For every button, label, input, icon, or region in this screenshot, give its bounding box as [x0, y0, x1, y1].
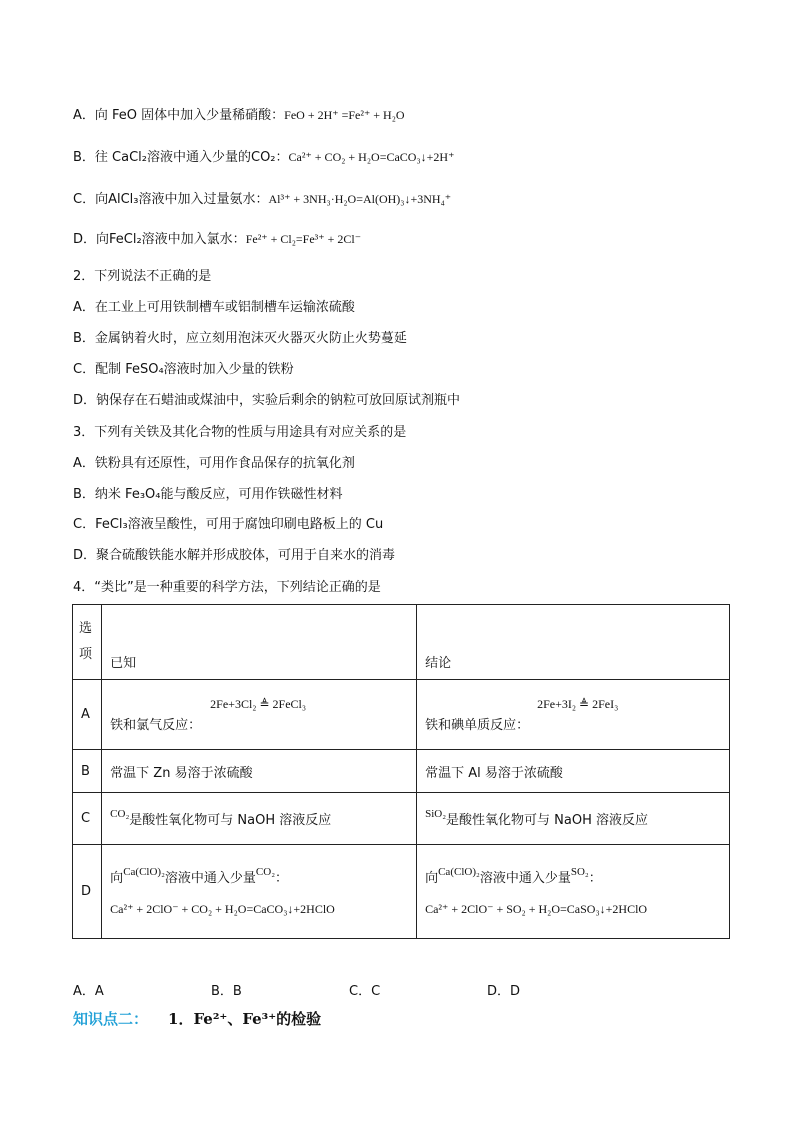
- row-c-conclusion-formula: SiO₂: [425, 808, 447, 820]
- q3-option-c: C．FeCl₃溶液呈酸性，可用于腐蚀印刷电路板上的 Cu: [73, 517, 384, 532]
- header-conclusion-label: 结论: [425, 656, 452, 671]
- table-row: [73, 793, 730, 845]
- knowledge-point-heading: [73, 1008, 321, 1029]
- table-row: [73, 750, 730, 793]
- choice-a: A．A: [73, 984, 104, 999]
- row-d-known-pre: 向: [110, 870, 124, 886]
- table-row: [73, 845, 730, 939]
- q2-option-a: A．在工业上可用铁制槽车或铝制槽车运输浓硫酸: [73, 300, 355, 315]
- row-c-known-formula: CO₂: [110, 808, 130, 820]
- colon: ：: [588, 870, 602, 886]
- q1-option-b: [73, 148, 454, 167]
- q1-option-c-text: C．向AlCl₃溶液中加入过量氨水：: [73, 192, 269, 207]
- q1-option-c-equation: Al³⁺ + 3NH₃·H₂O=Al(OH)₃↓+3NH₄⁺: [268, 192, 452, 206]
- header-known: [102, 605, 417, 680]
- row-a-option: A: [73, 680, 102, 750]
- q1-option-c: [73, 190, 451, 209]
- choice-c: C．C: [349, 984, 381, 999]
- q4-stem: 4．“类比”是一种重要的科学方法，下列结论正确的是: [73, 580, 381, 595]
- q1-option-d-text: D．向FeCl₂溶液中加入氯水：: [73, 232, 246, 247]
- row-c-conclusion-text: 是酸性氧化物可与 NaOH 溶液反应: [446, 813, 648, 828]
- choice-d: D．D: [487, 984, 521, 999]
- q1-option-a: [73, 106, 405, 125]
- row-a-known-text: 铁和氯气反应：: [110, 717, 202, 733]
- choice-b: B．B: [211, 984, 242, 999]
- q2-option-c: C．配制 FeSO₄溶液时加入少量的铁粉: [73, 362, 294, 377]
- row-d-conclusion-gas: SO₂: [570, 865, 589, 878]
- q4-table: [72, 604, 730, 939]
- q1-option-b-text: B．往 CaCl₂溶液中通入少量的CO₂：: [73, 150, 289, 165]
- q2-option-d: D．钠保存在石蜡油或煤油中，实验后剩余的钠粒可放回原试剂瓶中: [73, 393, 461, 408]
- row-d-known-equation: Ca²⁺ + 2ClO⁻ + CO₂ + H₂O=CaCO₃↓+2HClO: [110, 901, 335, 916]
- header-conclusion: [417, 605, 730, 680]
- row-a-conclusion-text: 铁和碘单质反应：: [425, 717, 530, 733]
- row-a-known: [102, 680, 417, 750]
- q1-option-d: [73, 230, 361, 249]
- row-d-conclusion-equation: Ca²⁺ + 2ClO⁻ + SO₂ + H₂O=CaSO₃↓+2HClO: [425, 901, 648, 916]
- q4-choices: [73, 980, 625, 999]
- row-a-conclusion: [417, 680, 730, 750]
- row-d-known: [102, 845, 417, 939]
- q3-option-a: A．铁粉具有还原性，可用作食品保存的抗氧化剂: [73, 456, 355, 471]
- row-b-known: 常温下 Zn 易溶于浓硫酸: [102, 750, 417, 793]
- q3-option-b: B．纳米 Fe₃O₄能与酸反应，可用作铁磁性材料: [73, 487, 343, 502]
- q2-stem: 2．下列说法不正确的是: [73, 269, 212, 284]
- row-c-option: C: [73, 793, 102, 845]
- table-row: [73, 680, 730, 750]
- row-d-conclusion-formula: Ca(ClO)₂: [438, 865, 480, 878]
- row-c-known-text: 是酸性氧化物可与 NaOH 溶液反应: [129, 813, 332, 828]
- row-a-conclusion-equation: 2Fe+3I₂ ≜ 2FeI₃: [537, 696, 619, 711]
- row-c-known: [102, 793, 417, 845]
- q3-option-d: D．聚合硫酸铁能水解并形成胶体，可用于自来水的消毒: [73, 548, 396, 563]
- row-d-conclusion-mid: 溶液中通入少量: [479, 870, 571, 886]
- row-c-conclusion: [417, 793, 730, 845]
- row-a-known-equation: 2Fe+3Cl₂ ≜ 2FeCl₃: [210, 696, 307, 711]
- header-option: 选项: [73, 605, 102, 680]
- row-d-known-gas: CO₂: [255, 865, 276, 878]
- row-d-known-formula: Ca(ClO)₂: [123, 865, 165, 878]
- row-b-conclusion: 常温下 Al 易溶于浓硫酸: [417, 750, 730, 793]
- q1-option-a-text: A．向 FeO 固体中加入少量稀硝酸：: [73, 108, 285, 123]
- table-header-row: [73, 605, 730, 680]
- row-b-option: B: [73, 750, 102, 793]
- row-d-conclusion-pre: 向: [425, 870, 439, 886]
- q1-option-b-equation: Ca²⁺ + CO₂ + H₂O=CaCO₃↓+2H⁺: [288, 150, 455, 164]
- knowledge-point-label: 知识点二：: [73, 1010, 149, 1028]
- knowledge-point-topic: 1．Fe²⁺、Fe³⁺的检验: [168, 1010, 322, 1028]
- q1-option-d-equation: Fe²⁺ + Cl₂=Fe³⁺ + 2Cl⁻: [245, 232, 362, 246]
- q1-option-a-equation: FeO + 2H⁺ =Fe²⁺ + H₂O: [284, 108, 405, 122]
- row-d-option: D: [73, 845, 102, 939]
- q2-option-b: B．金属钠着火时，应立刻用泡沫灭火器灭火防止火势蔓延: [73, 331, 407, 346]
- row-d-known-mid: 溶液中通入少量: [164, 870, 256, 886]
- row-d-conclusion: [417, 845, 730, 939]
- header-known-label: 已知: [110, 656, 137, 671]
- colon: ：: [275, 870, 289, 886]
- q3-stem: 3．下列有关铁及其化合物的性质与用途具有对应关系的是: [73, 425, 407, 440]
